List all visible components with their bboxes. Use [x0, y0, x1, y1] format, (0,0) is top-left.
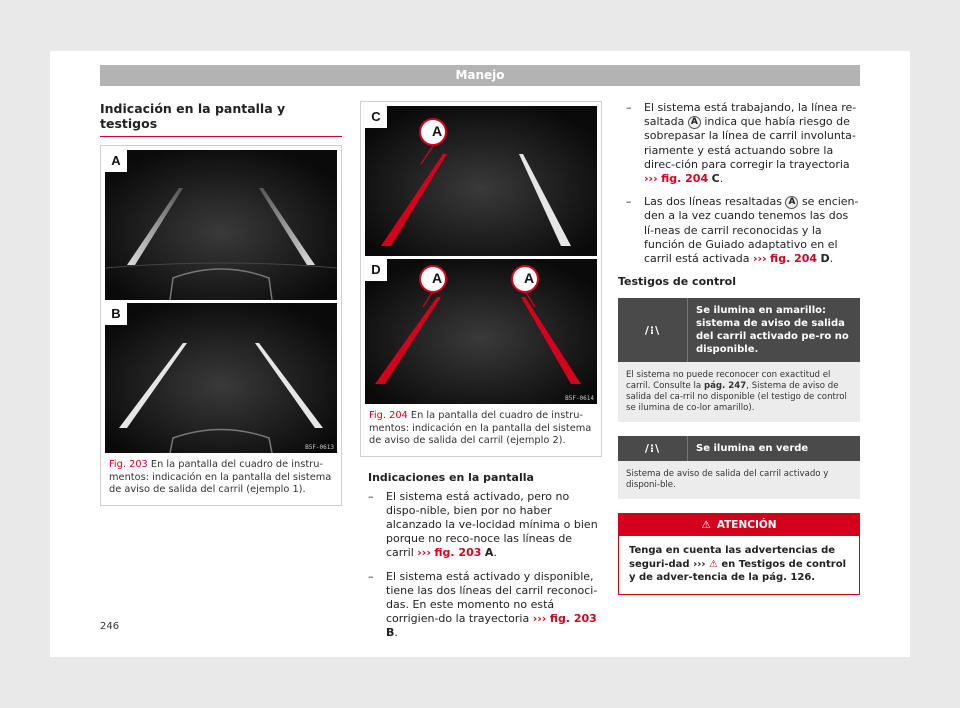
marker-circle: A: [785, 196, 798, 209]
figure-link[interactable]: fig. 203: [434, 546, 482, 560]
lane-assist-icon: /⁝\: [618, 298, 688, 362]
light-row-title: Se ilumina en verde: [696, 443, 809, 455]
warning-header: [619, 514, 859, 536]
chapter-header: Manejo: [100, 65, 860, 86]
list-item: – El sistema está activado, pero no dispo-nible, bien por no haber alcanzado la ve-locidad mínima o bien porque no reco-noce las líneas de carril ››› fig. 203 A.: [368, 489, 598, 560]
marker-a: A: [431, 270, 443, 286]
link-arrows[interactable]: ›››: [417, 546, 431, 560]
light-row-yellow-header: [618, 298, 860, 362]
section-title: Indicación en la pantalla y testigos: [100, 101, 342, 137]
list-item: – Las dos líneas resaltadas A se encien-den a la vez cuando tenemos las dos lí-neas de carril reconocidas y la función de Guiado adaptativo en el carril está activada ››› fig. 204 D.: [626, 195, 859, 266]
panel-letter-c: C: [365, 106, 387, 128]
list-item: – El sistema está trabajando, la línea re-saltada A indica que había riesgo de sobrepasar la línea de carril involunta-riamente y está actuando sobre la direc-ción para corregir la trayectoria ››› fig. 204 C.: [626, 101, 857, 186]
panel-letter-d: D: [365, 259, 387, 281]
list-item: – El sistema está activado y disponible, tiene las dos líneas del carril reconoci-das. En este momento no está corrigien-do la trayectoria ››› fig. 203 B.: [368, 569, 598, 640]
list-dash: –: [626, 101, 632, 114]
panel-letter-a: A: [105, 150, 127, 172]
list-dash: –: [368, 569, 374, 583]
panel-b: [105, 303, 337, 453]
figure-link[interactable]: fig. 204: [661, 172, 709, 186]
marker-circle: A: [688, 116, 701, 129]
link-arrows[interactable]: ›››: [532, 612, 547, 626]
column-right: [618, 101, 860, 595]
figure-number: Fig. 204: [369, 410, 408, 421]
image-code: B5F-0613: [305, 444, 334, 451]
panel-d: [365, 259, 597, 404]
warning-triangle-icon: ⚠: [708, 558, 718, 570]
page-number: 246: [100, 621, 120, 632]
image-code: B5F-0614: [565, 395, 594, 402]
column-left: [100, 101, 342, 506]
figure-number: Fig. 203: [109, 459, 148, 470]
light-row-green-header: [618, 436, 860, 461]
warning-triangle-icon: ⚠: [701, 519, 711, 532]
column-middle: [360, 101, 602, 650]
lane-assist-icon: /⁝\: [618, 436, 688, 461]
figure-caption: [361, 404, 601, 456]
panel-c: [365, 106, 597, 256]
marker-a: A: [431, 123, 443, 139]
link-arrows[interactable]: ›››: [644, 172, 658, 186]
light-row-body: Sistema de aviso de salida del carril activado y disponi-ble.: [618, 461, 860, 499]
light-row-title: Se ilumina en amarillo: sistema de aviso de salida del carril activado pe-ro no disponible.: [696, 305, 849, 356]
list-dash: –: [626, 195, 632, 209]
warning-title: ATENCIÓN: [716, 519, 777, 532]
figure-link[interactable]: fig. 203: [549, 612, 597, 626]
warning-box: [618, 513, 860, 595]
marker-a: A: [523, 270, 535, 286]
dashboard-lines-image: [105, 150, 337, 300]
figure-203: [100, 145, 342, 506]
page: [50, 51, 910, 657]
link-arrows[interactable]: ›››: [752, 252, 767, 266]
figure-204: [360, 101, 602, 457]
lights-title: Testigos de control: [618, 275, 736, 289]
figure-link[interactable]: fig. 204: [770, 252, 818, 266]
figure-caption: [101, 453, 341, 505]
page-link[interactable]: pág. 247: [703, 381, 747, 392]
indications-title: Indicaciones en la pantalla: [368, 470, 534, 484]
caption-text: En la pantalla del cuadro de instru-mentos: indicación en la pantalla del sistema de aviso de salida del carril (ejemplo 1).: [109, 459, 332, 495]
list-dash: –: [368, 489, 374, 503]
panel-a: [105, 150, 337, 300]
panel-letter-b: B: [105, 303, 127, 325]
warning-body: Tenga en cuenta las advertencias de seguri-dad ››› ⚠ en Testigos de control y de adver-tencia de la pág. 126.: [629, 545, 847, 584]
light-row-body: El sistema no puede reconocer con exactitud el carril. Consulte la pág. 247, Sistema de aviso de salida del ca-rril no disponible (el testigo de control se ilumina de co-lor amarillo).: [618, 362, 860, 422]
caption-text: En la pantalla del cuadro de instru-mentos: indicación en la pantalla del sistema de aviso de salida del carril (ejemplo 2).: [369, 410, 592, 446]
dashboard-lines-image: [105, 303, 337, 453]
dashboard-lines-image: [365, 259, 597, 404]
dashboard-lines-image: [365, 106, 597, 256]
link-arrows[interactable]: ›››: [693, 558, 706, 570]
